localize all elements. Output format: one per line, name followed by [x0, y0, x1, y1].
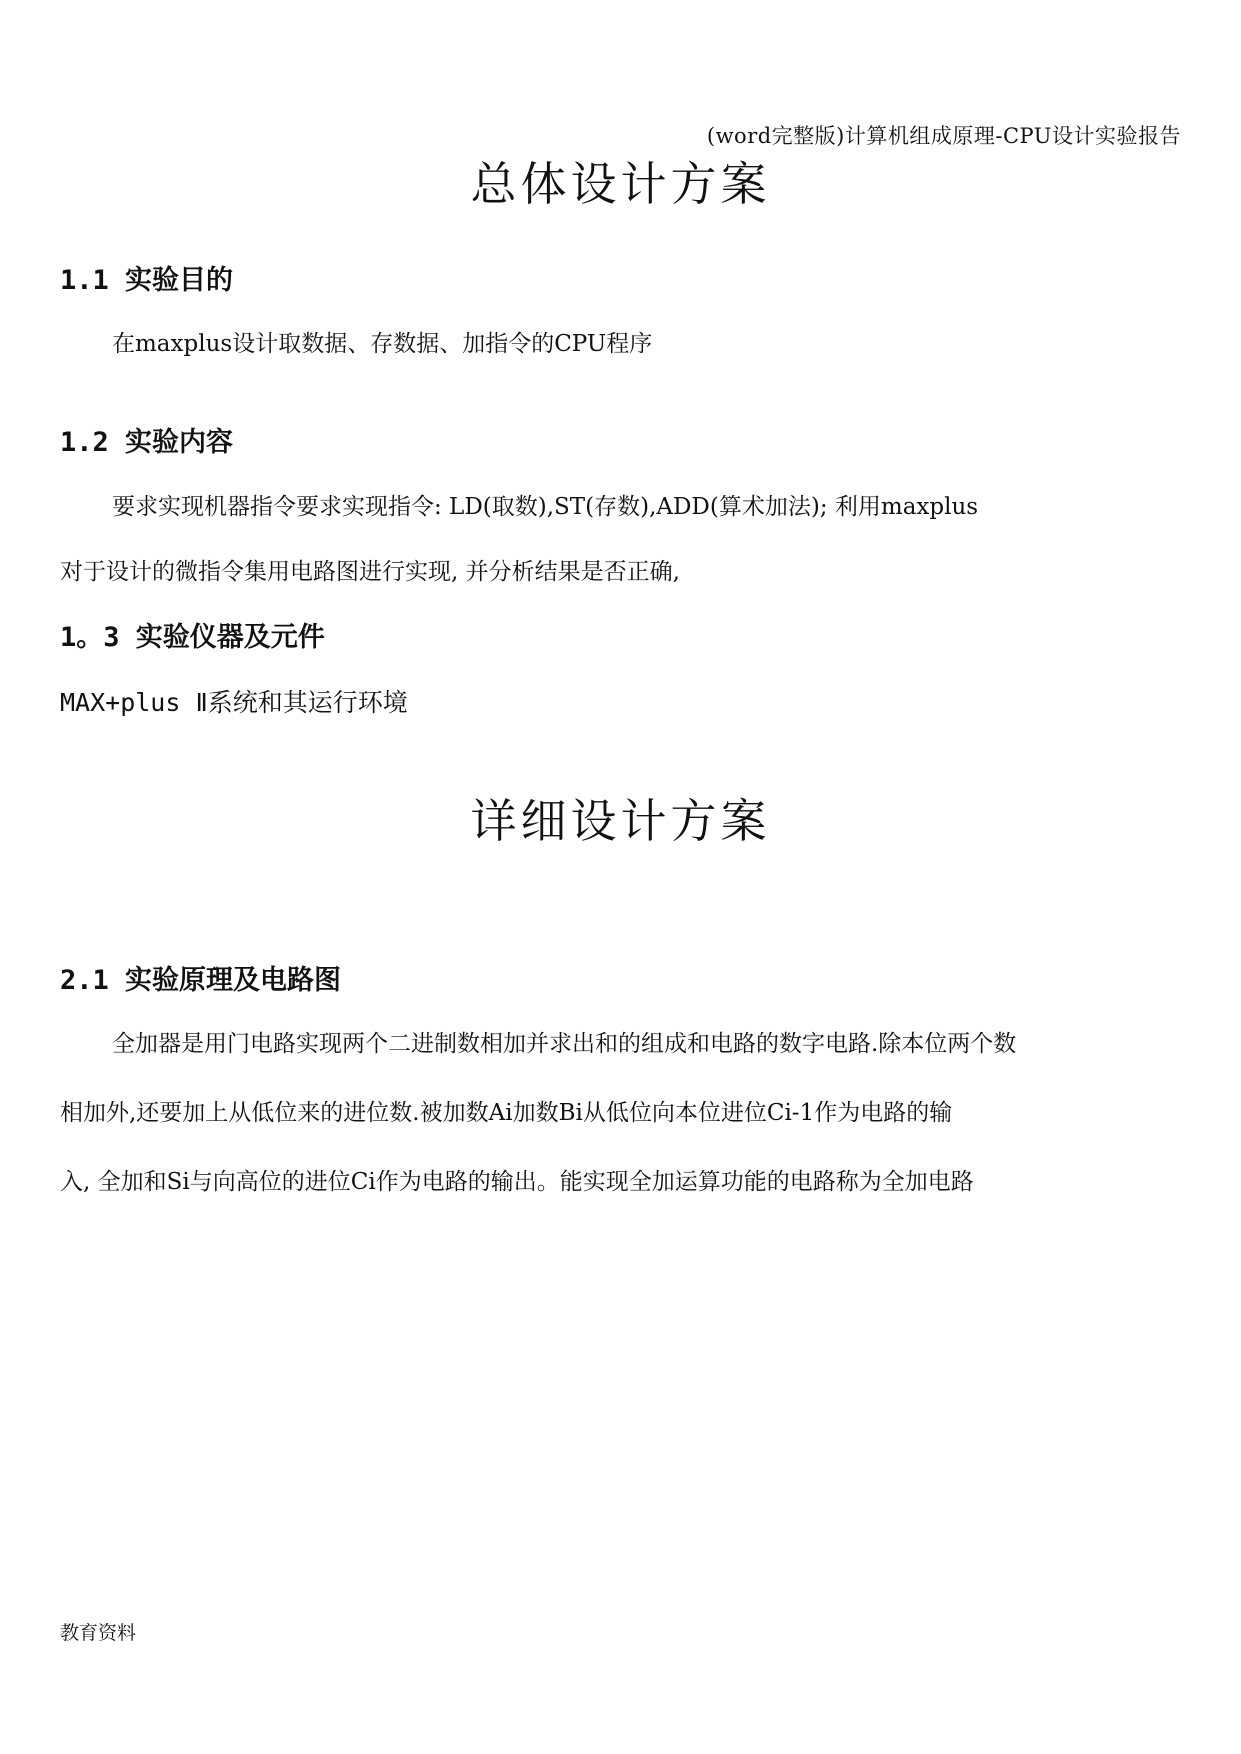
para-2-1-line3: 入, 全加和Si与向高位的进位Ci作为电路的输出。能实现全加运算功能的电路称为全加电路 [60, 1169, 974, 1195]
footer-label: 教育资料 [60, 1622, 137, 1644]
heading-2-1: 2.1 实验原理及电路图 [60, 965, 342, 996]
heading-1-2: 1.2 实验内容 [60, 427, 234, 458]
para-2-1-line1: 全加器是用门电路实现两个二进制数相加并求出和的组成和电路的数字电路.除本位两个数 [112, 1031, 1017, 1057]
para-2-1 [60, 1025, 1185, 1196]
para-1-1: 在maxplus设计取数据、存数据、加指令的CPU程序 [112, 331, 653, 357]
para-1-2-line1: 要求实现机器指令要求实现指令: LD(取数),ST(存数),ADD(算术加法); 利用maxplus [112, 494, 979, 520]
para-1-2 [60, 488, 1185, 586]
para-1-2-line2: 对于设计的微指令集用电路图进行实现, 并分析结果是否正确, [60, 559, 680, 585]
heading-1-1: 1.1 实验目的 [60, 265, 234, 296]
para-2-1-line2: 相加外,还要加上从低位来的进位数.被加数Ai加数Bi从低位向本位进位Ci-1作为电路的输 [60, 1100, 953, 1126]
section1-title: 总体设计方案 [470, 157, 771, 211]
para-1-3: MAX+plus Ⅱ系统和其运行环境 [60, 688, 408, 717]
heading-1-3: 1。3 实验仪器及元件 [60, 622, 325, 653]
section2-title: 详细设计方案 [470, 794, 771, 848]
running-header: (word完整版)计算机组成原理-CPU设计实验报告 [706, 124, 1181, 148]
